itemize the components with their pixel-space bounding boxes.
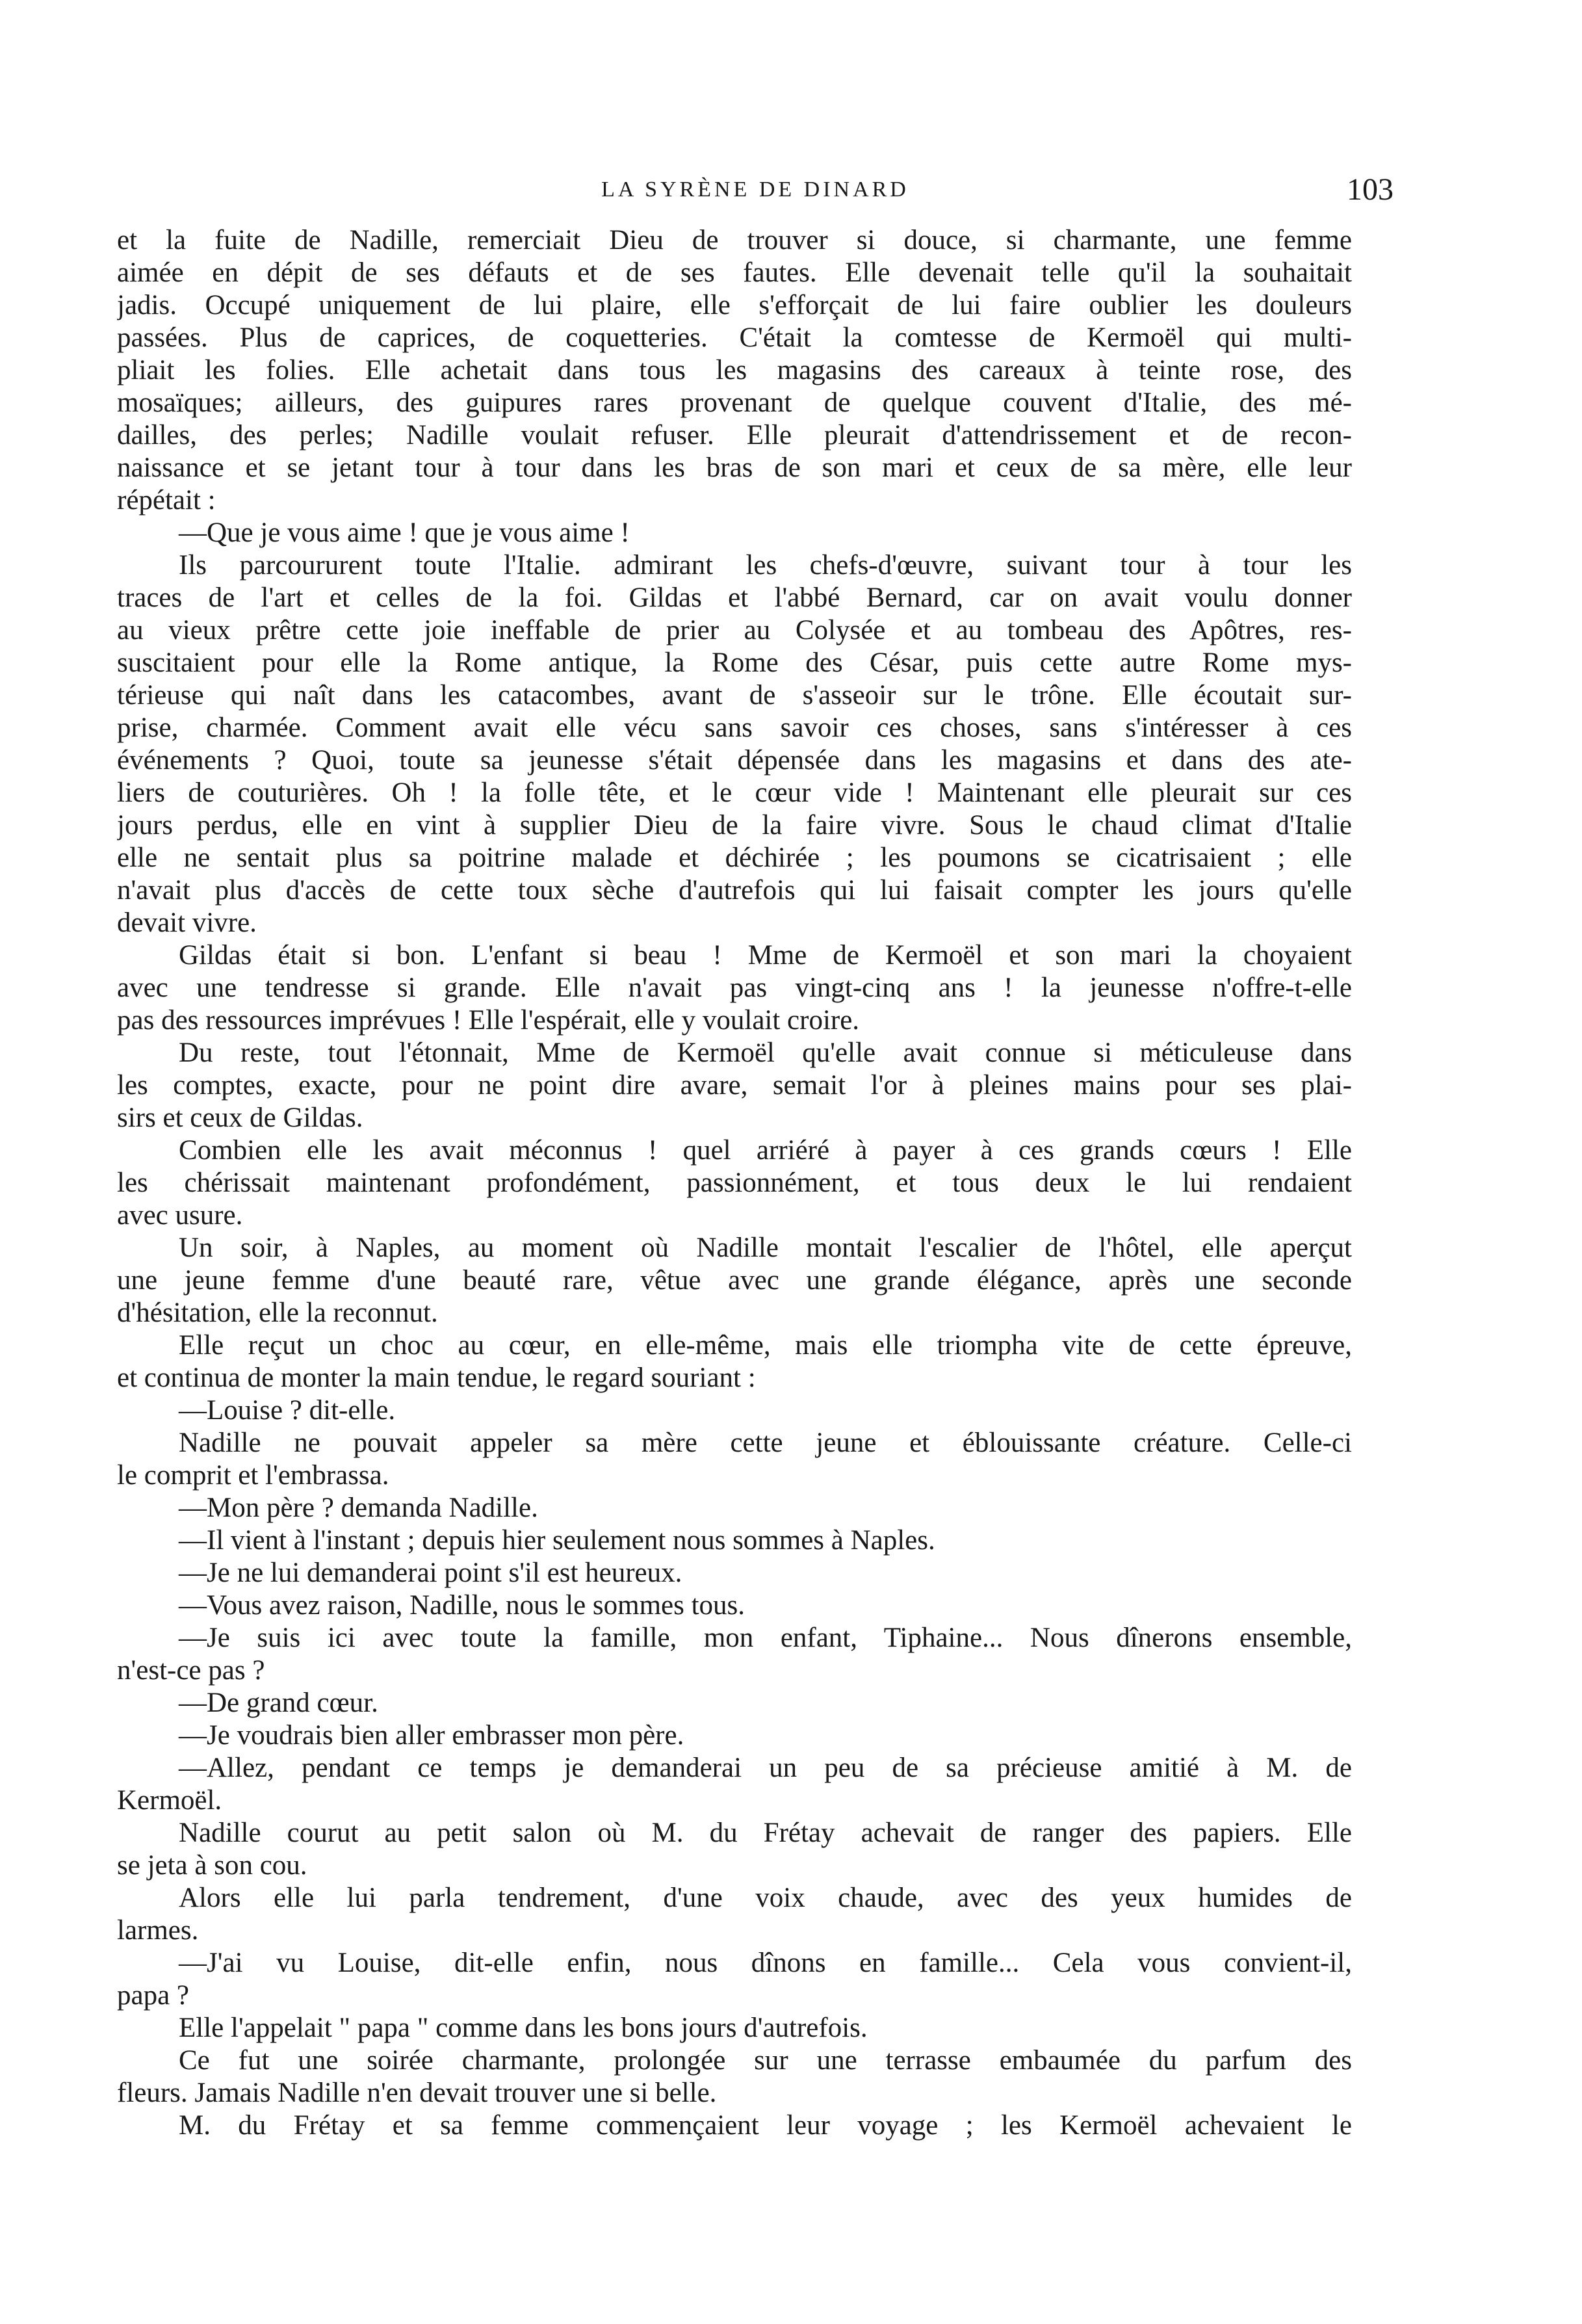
text-line: —Il vient à l'instant ; depuis hier seulement nous sommes à Naples. (179, 1525, 935, 1556)
text-line: —Je voudrais bien aller embrasser mon père. (179, 1720, 684, 1751)
text-line: larmes. (117, 1915, 199, 1946)
text-line: térieuse qui naît dans les catacombes, avant de s'asseoir sur le trône. Elle écoutait sur- (117, 680, 1352, 711)
text-line: Un soir, à Naples, au moment où Nadille montait l'escalier de l'hôtel, elle aperçut (179, 1233, 1352, 1263)
text-line: M. du Frétay et sa femme commençaient leur voyage ; les Kermoël achevaient le (179, 2110, 1352, 2141)
text-line: —Allez, pendant ce temps je demanderai un peu de sa précieuse amitié à M. de (179, 1753, 1352, 1783)
text-line: Nadille ne pouvait appeler sa mère cette jeune et éblouissante créature. Celle-ci (179, 1428, 1352, 1458)
text-line: jours perdus, elle en vint à supplier Dieu de la faire vivre. Sous le chaud climat d'Italie (117, 810, 1352, 841)
text-line: pas des ressources imprévues ! Elle l'espérait, elle y voulait croire. (117, 1005, 860, 1036)
text-line: mosaïques; ailleurs, des guipures rares provenant de quelque couvent d'Italie, des mé- (117, 387, 1352, 418)
text-line: Nadille courut au petit salon où M. du Frétay achevait de ranger des papiers. Elle (179, 1818, 1352, 1848)
page-number: 103 (1347, 172, 1394, 207)
text-line: les comptes, exacte, pour ne point dire avare, semait l'or à pleines mains pour ses plai- (117, 1070, 1352, 1101)
page-header (117, 170, 1394, 209)
text-line: Gildas était si bon. L'enfant si beau ! Mme de Kermoël et son mari la choyaient (179, 940, 1352, 971)
text-line: —Je suis ici avec toute la famille, mon enfant, Tiphaine... Nous dînerons ensemble, (179, 1623, 1352, 1653)
text-line: aimée en dépit de ses défauts et de ses fautes. Elle devenait telle qu'il la souhaitait (117, 257, 1352, 288)
text-line: —Que je vous aime ! que je vous aime ! (179, 517, 630, 548)
text-line: n'est-ce pas ? (117, 1655, 265, 1686)
text-line: devait vivre. (117, 907, 257, 938)
text-line: —Vous avez raison, Nadille, nous le sommes tous. (179, 1590, 746, 1621)
text-line: naissance et se jetant tour à tour dans les bras de son mari et ceux de sa mère, elle leur (117, 452, 1352, 483)
text-line: Du reste, tout l'étonnait, Mme de Kermoël qu'elle avait connue si méticuleuse dans (179, 1038, 1352, 1068)
text-line: liers de couturières. Oh ! la folle tête, et le cœur vide ! Maintenant elle pleurait sur ces (117, 777, 1352, 808)
text-line: prise, charmée. Comment avait elle vécu sans savoir ces choses, sans s'intéresser à ces (117, 712, 1352, 743)
running-title: LA SYRÈNE DE DINARD (601, 177, 909, 202)
text-line: Kermoël. (117, 1785, 222, 1816)
text-line: se jeta à son cou. (117, 1850, 307, 1881)
text-line: répétait : (117, 485, 216, 516)
text-line: d'hésitation, elle la reconnut. (117, 1298, 438, 1328)
text-line: Ce fut une soirée charmante, prolongée sur une terrasse embaumée du parfum des (179, 2045, 1352, 2076)
text-line: n'avait plus d'accès de cette toux sèche d'autrefois qui lui faisait compter les jours qu'elle (117, 875, 1352, 906)
text-line: sirs et ceux de Gildas. (117, 1103, 363, 1133)
text-line: Combien elle les avait méconnus ! quel arriéré à payer à ces grands cœurs ! Elle (179, 1135, 1352, 1166)
text-line: —Louise ? dit-elle. (179, 1395, 396, 1426)
text-line: événements ? Quoi, toute sa jeunesse s'était dépensée dans les magasins et dans des ate- (117, 745, 1352, 776)
text-line: le comprit et l'embrassa. (117, 1460, 389, 1491)
text-line: Elle l'appelait " papa " comme dans les bons jours d'autrefois. (179, 2013, 868, 2043)
text-line: —J'ai vu Louise, dit-elle enfin, nous dînons en famille... Cela vous convient-il, (179, 1948, 1352, 1978)
text-line: les chérissait maintenant profondément, passionnément, et tous deux le lui rendaient (117, 1168, 1352, 1198)
body-text (117, 224, 1352, 2142)
text-line: Elle reçut un choc au cœur, en elle-même, mais elle triompha vite de cette épreuve, (179, 1330, 1352, 1361)
text-line: passées. Plus de caprices, de coquetteries. C'était la comtesse de Kermoël qui multi- (117, 322, 1352, 353)
text-line: —Mon père ? demanda Nadille. (179, 1493, 538, 1523)
text-line: —Je ne lui demanderai point s'il est heureux. (179, 1558, 682, 1588)
text-line: suscitaient pour elle la Rome antique, la Rome des César, puis cette autre Rome mys- (117, 647, 1352, 678)
text-line: dailles, des perles; Nadille voulait refuser. Elle pleurait d'attendrissement et de recon- (117, 420, 1352, 450)
text-line: une jeune femme d'une beauté rare, vêtue avec une grande élégance, après une seconde (117, 1265, 1352, 1296)
text-line: —De grand cœur. (179, 1688, 378, 1718)
text-line: jadis. Occupé uniquement de lui plaire, elle s'efforçait de lui faire oublier les douleurs (117, 290, 1352, 320)
text-line: au vieux prêtre cette joie ineffable de prier au Colysée et au tombeau des Apôtres, res- (117, 615, 1352, 646)
text-line: et la fuite de Nadille, remerciait Dieu de trouver si douce, si charmante, une femme (117, 225, 1352, 255)
text-line: fleurs. Jamais Nadille n'en devait trouver une si belle. (117, 2078, 717, 2108)
text-line: Alors elle lui parla tendrement, d'une voix chaude, avec des yeux humides de (179, 1883, 1352, 1913)
text-line: Ils parcoururent toute l'Italie. admirant les chefs-d'œuvre, suivant tour à tour les (179, 550, 1352, 581)
text-line: avec une tendresse si grande. Elle n'avait pas vingt-cinq ans ! la jeunesse n'offre-t-elle (117, 973, 1352, 1003)
text-line: traces de l'art et celles de la foi. Gildas et l'abbé Bernard, car on avait voulu donner (117, 582, 1352, 613)
text-line: avec usure. (117, 1200, 243, 1231)
text-line: papa ? (117, 1980, 190, 2011)
text-line: et continua de monter la main tendue, le regard souriant : (117, 1363, 756, 1393)
text-line: pliait les folies. Elle achetait dans tous les magasins des careaux à teinte rose, des (117, 355, 1352, 385)
text-line: elle ne sentait plus sa poitrine malade et déchirée ; les poumons se cicatrisaient ; elle (117, 842, 1352, 873)
